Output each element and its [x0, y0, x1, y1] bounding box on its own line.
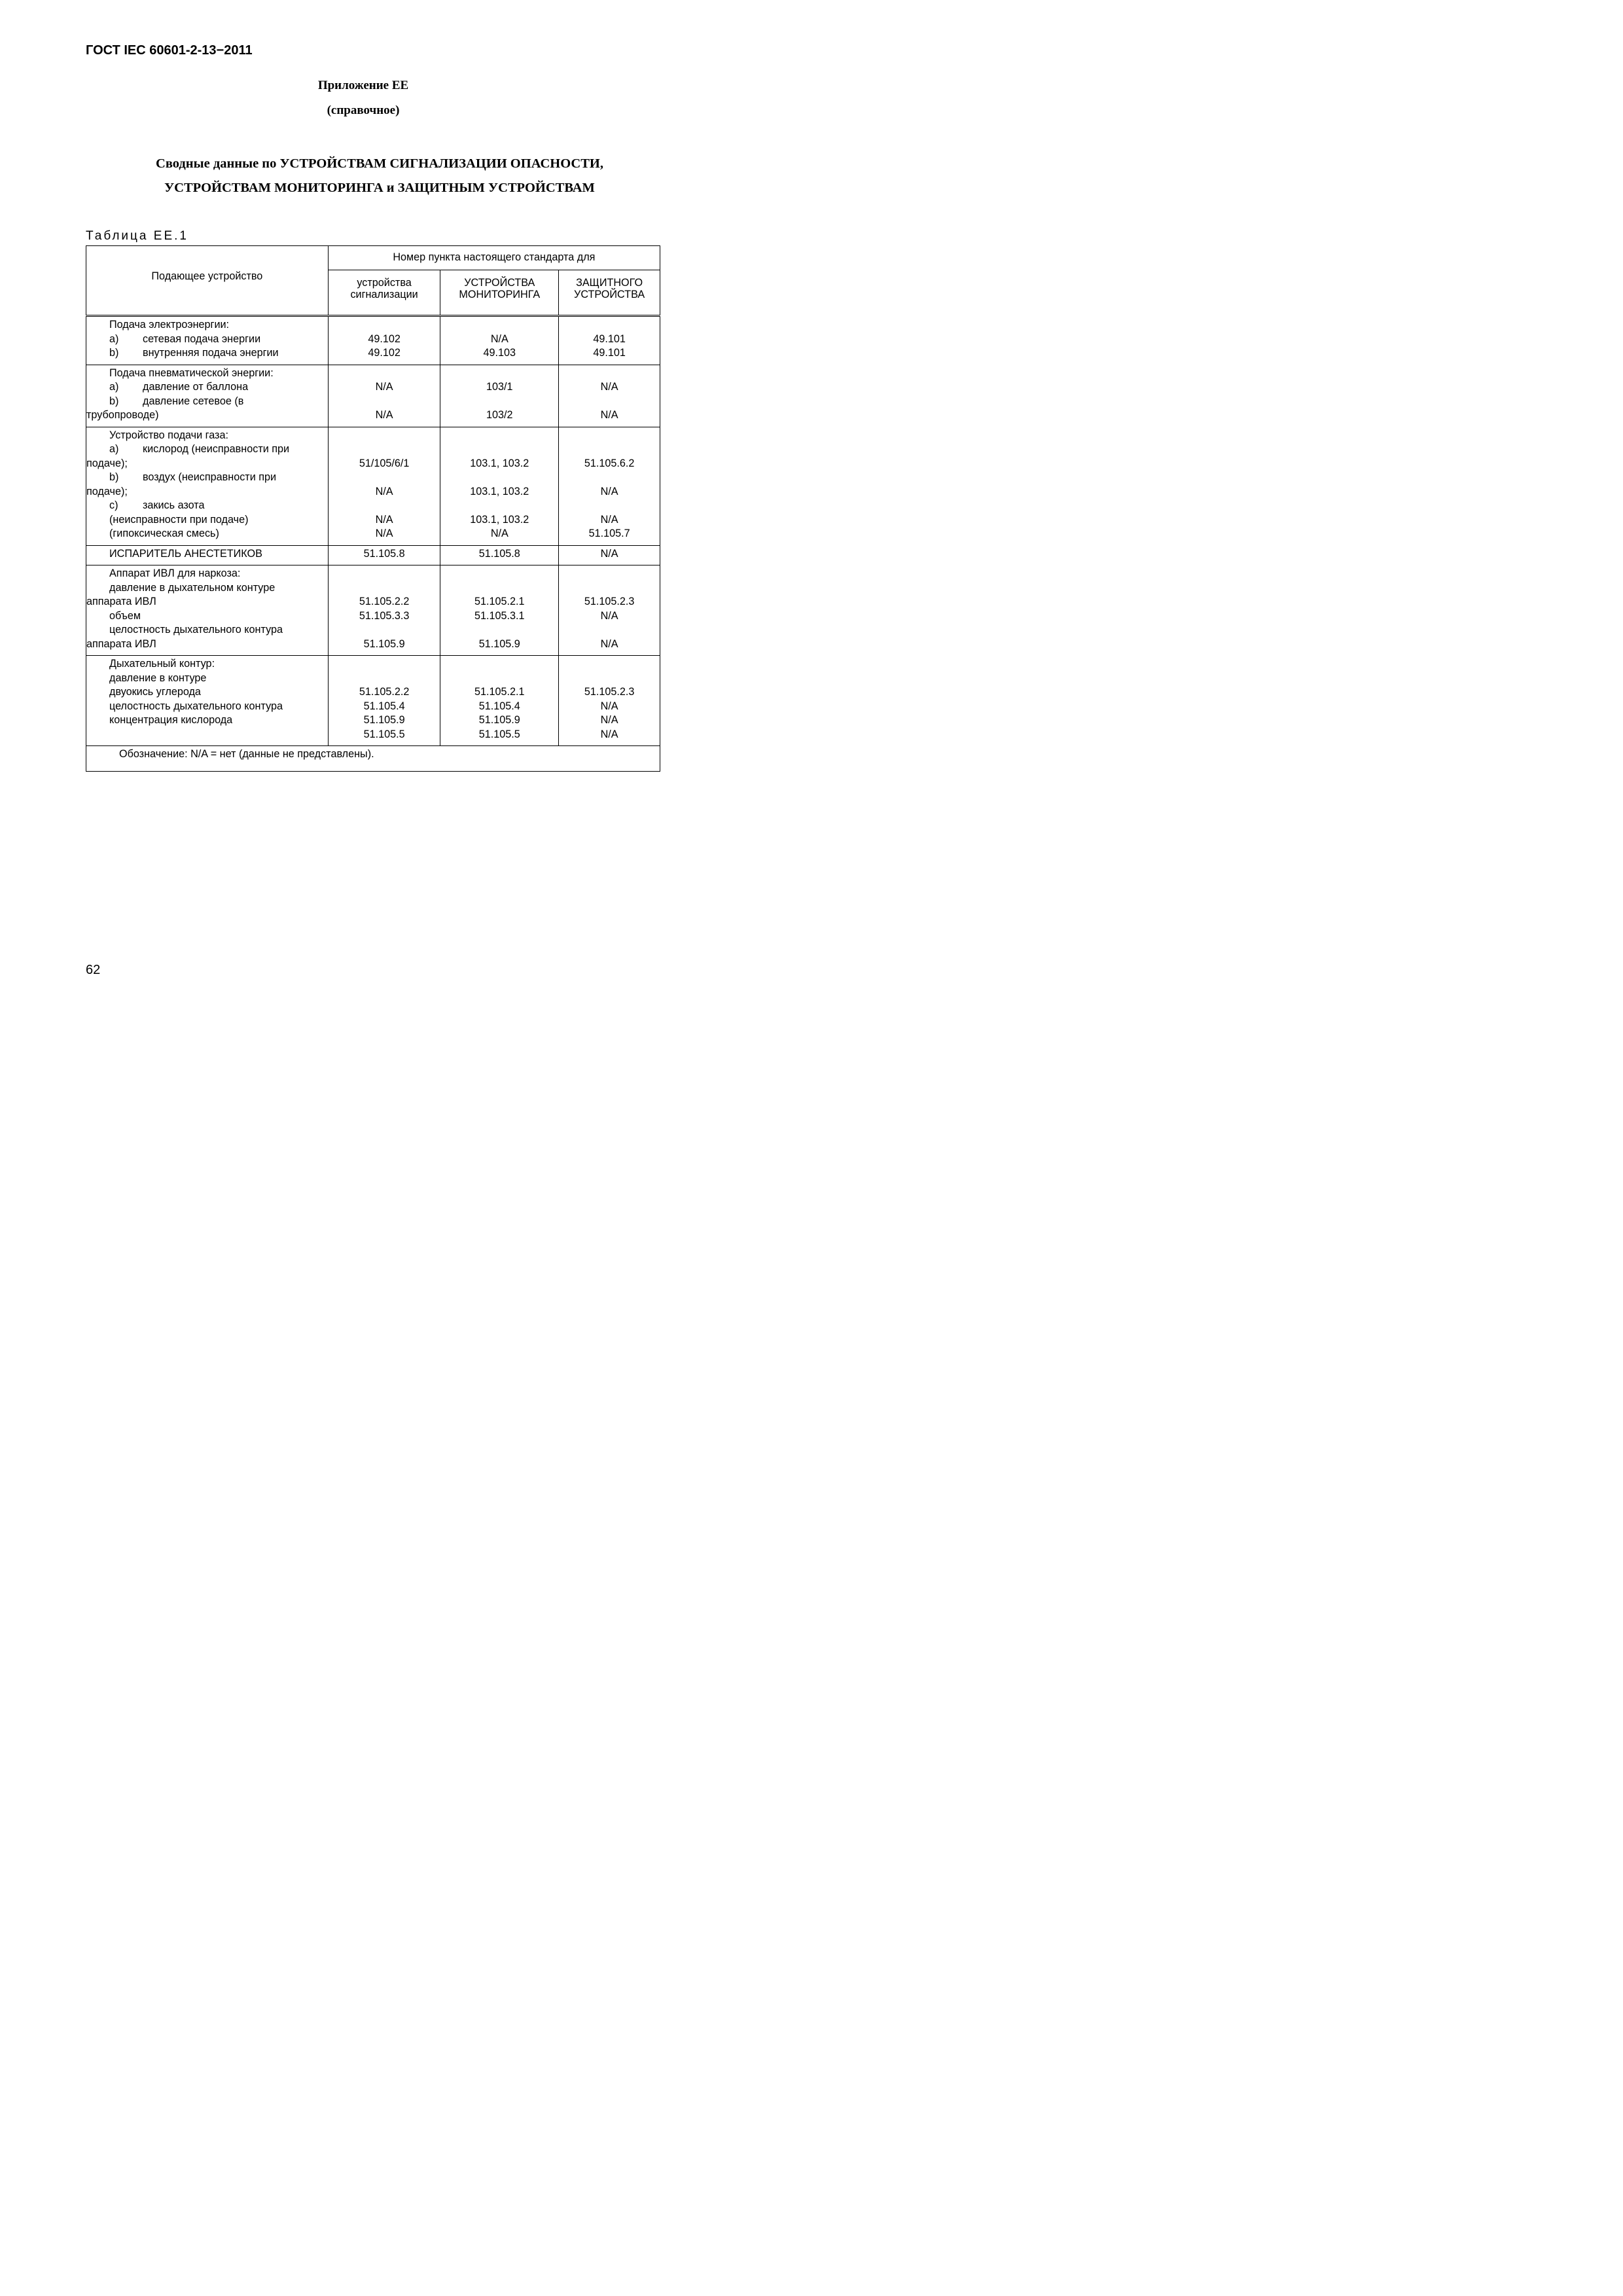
row-device-cell [86, 565, 329, 656]
clause-value [559, 367, 660, 381]
protective-clause-cell [559, 565, 660, 656]
row-item-line [86, 700, 328, 714]
clause-value: N/A [375, 485, 393, 497]
row-item-text: концентрация кислорода [109, 714, 233, 726]
header-alarm-line-1: устройства [357, 277, 412, 289]
table-row [86, 427, 660, 545]
clause-value: 49.101 [593, 347, 626, 359]
clause-value [559, 318, 660, 332]
row-item-text: (гипоксическая смесь) [109, 528, 219, 539]
clause-value: 51.105.9 [478, 637, 520, 650]
list-marker: a) [109, 332, 119, 345]
clause-value: N/A [600, 728, 618, 740]
clause-value [329, 499, 440, 513]
clause-value [559, 471, 660, 485]
header-alarm-devices [328, 270, 440, 316]
clause-value: 51.105.9 [363, 637, 405, 650]
clause-value: 49.102 [368, 332, 401, 345]
clause-value: N/A [600, 700, 618, 712]
row-item-text: Дыхательный контур: [109, 658, 215, 670]
row-item-text: закись азота [143, 499, 205, 511]
clause-value [559, 657, 660, 672]
clause-value: 51.105.7 [588, 528, 630, 539]
section-heading [72, 152, 687, 200]
clause-value [559, 581, 660, 596]
clause-value [329, 442, 440, 457]
clause-value: 51.105.4 [478, 700, 520, 712]
page-number: 62 [86, 963, 101, 977]
clause-value: 103.1, 103.2 [470, 457, 529, 469]
row-item-line [86, 513, 328, 528]
row-item-text: Подача электроэнергии: [109, 319, 230, 331]
table-row [86, 316, 660, 365]
list-marker: b) [109, 471, 119, 483]
row-item-text: сетевая подача энергии [143, 332, 261, 345]
table-row [86, 656, 660, 746]
table-row [86, 565, 660, 656]
clause-value: 103/2 [486, 409, 513, 421]
clause-value: N/A [600, 409, 618, 421]
clause-value: 51.105.4 [363, 700, 405, 712]
header-protective-line-2: УСТРОЙСТВА [574, 289, 645, 300]
clause-value: 51.105.2.2 [359, 596, 410, 607]
alarm-clause-cell [328, 365, 440, 427]
row-item-line [86, 567, 328, 581]
section-heading-line-2: УСТРОЙСТВАМ МОНИТОРИНГА и ЗАЩИТНЫМ УСТРОЙСТВАМ [164, 181, 595, 195]
table-note-row [86, 746, 660, 772]
clause-value [440, 623, 558, 637]
row-item-line [86, 637, 328, 652]
clause-value [329, 318, 440, 332]
row-item-line [86, 527, 328, 541]
clause-value: 51/105/6/1 [359, 457, 410, 469]
row-item-line [86, 395, 328, 409]
monitoring-clause-cell [440, 365, 559, 427]
row-item-line [86, 581, 328, 596]
row-item-line [86, 457, 328, 471]
clause-value [440, 318, 558, 332]
clause-value [440, 367, 558, 381]
alarm-clause-cell [328, 427, 440, 545]
row-item-line [86, 332, 328, 347]
header-monitoring-devices [440, 270, 559, 316]
document-code: ГОСТ IEC 60601-2-13−2011 [86, 43, 253, 58]
clause-value [329, 429, 440, 443]
table-label: Таблица ЕЕ.1 [86, 229, 188, 243]
clause-value: 51.105.9 [363, 714, 405, 726]
header-protective-devices [559, 270, 660, 316]
list-marker: c) [109, 499, 118, 511]
table-row [86, 545, 660, 565]
row-item-text: Подача пневматической энергии: [109, 367, 274, 379]
row-item-text: целостность дыхательного контура [109, 624, 283, 636]
monitoring-clause-cell [440, 545, 559, 565]
row-device-cell [86, 316, 329, 365]
clause-value: N/A [600, 381, 618, 393]
clause-value [440, 471, 558, 485]
clause-value [559, 395, 660, 409]
alarm-clause-cell [328, 316, 440, 365]
clause-value [329, 623, 440, 637]
annex-type: (справочное) [327, 103, 400, 117]
clause-value [329, 395, 440, 409]
row-item-line [86, 429, 328, 443]
row-item-text: кислород (неисправности при [143, 443, 290, 455]
row-item-text: давление от баллона [143, 381, 249, 393]
clause-value [440, 567, 558, 581]
clause-value: 51.105.2.3 [584, 686, 635, 698]
clause-value: N/A [375, 528, 393, 539]
clause-value [329, 567, 440, 581]
row-item-text: давление сетевое (в [143, 395, 244, 407]
clause-value: 103.1, 103.2 [470, 485, 529, 497]
header-monitoring-line-2: МОНИТОРИНГА [459, 289, 541, 300]
header-alarm-line-2: сигнализации [350, 289, 418, 300]
row-item-line [86, 318, 328, 332]
clause-value: 51.105.6.2 [584, 457, 635, 469]
row-item-text: ИСПАРИТЕЛЬ АНЕСТЕТИКОВ [109, 547, 262, 560]
clause-value: 51.105.8 [363, 547, 405, 560]
row-item-text: двуокись углерода [109, 686, 201, 698]
alarm-clause-cell [328, 656, 440, 746]
clause-value: N/A [490, 332, 508, 345]
clause-value: N/A [600, 714, 618, 726]
row-item-line [86, 485, 328, 499]
monitoring-clause-cell [440, 565, 559, 656]
clause-value [440, 442, 558, 457]
clause-value: 51.105.5 [363, 728, 405, 740]
monitoring-clause-cell [440, 656, 559, 746]
monitoring-clause-cell [440, 427, 559, 545]
header-device: Подающее устройство [86, 246, 329, 316]
header-protective-line-1: ЗАЩИТНОГО [576, 277, 643, 289]
clause-value: N/A [600, 609, 618, 622]
row-device-cell [86, 656, 329, 746]
clause-value: 49.101 [593, 332, 626, 345]
list-marker: a) [109, 381, 119, 393]
row-item-text: аппарата ИВЛ [86, 596, 156, 607]
row-item-line [86, 442, 328, 457]
row-device-cell [86, 427, 329, 545]
protective-clause-cell [559, 427, 660, 545]
row-item-line [86, 623, 328, 637]
clause-value: 103.1, 103.2 [470, 513, 529, 526]
monitoring-clause-cell [440, 316, 559, 365]
list-marker: b) [109, 347, 119, 359]
row-item-line [86, 499, 328, 513]
clause-value [329, 367, 440, 381]
row-device-cell [86, 545, 329, 565]
clause-value: 51.105.2.1 [474, 686, 525, 698]
header-monitoring-line-1: УСТРОЙСТВА [464, 277, 535, 289]
row-item-text: Устройство подачи газа: [109, 429, 228, 441]
clause-value: N/A [375, 513, 393, 526]
clause-value [559, 429, 660, 443]
clause-value [559, 442, 660, 457]
protective-clause-cell [559, 316, 660, 365]
clause-value [329, 581, 440, 596]
clause-value: 51.105.2.3 [584, 596, 635, 607]
row-item-line [86, 367, 328, 381]
clause-value [329, 672, 440, 686]
clause-value: N/A [375, 381, 393, 393]
row-item-text: внутренняя подача энергии [143, 347, 279, 359]
row-item-text: целостность дыхательного контура [109, 700, 283, 712]
annex-title: Приложение ЕЕ [317, 79, 409, 92]
alarm-clause-cell [328, 565, 440, 656]
row-item-text: давление в дыхательном контуре [109, 581, 276, 594]
row-item-line [86, 685, 328, 700]
clause-value: 51.105.8 [478, 547, 520, 560]
clause-value [440, 429, 558, 443]
clause-value: 51.105.3.3 [359, 609, 410, 622]
clause-value [559, 672, 660, 686]
clause-value [559, 623, 660, 637]
table-row [86, 365, 660, 427]
row-item-text: аппарата ИВЛ [86, 637, 156, 650]
clause-value: N/A [375, 409, 393, 421]
row-item-line [86, 713, 328, 728]
row-item-text: (неисправности при подаче) [109, 513, 249, 526]
alarm-clause-cell [328, 545, 440, 565]
protective-clause-cell [559, 365, 660, 427]
clause-value: N/A [600, 547, 618, 560]
clause-value: 51.105.2.1 [474, 596, 525, 607]
clause-value [559, 499, 660, 513]
row-item-line [86, 547, 328, 562]
row-item-text: объем [109, 609, 141, 622]
clause-value [440, 672, 558, 686]
clause-value: 51.105.3.1 [474, 609, 525, 622]
row-item-line [86, 471, 328, 485]
row-item-text: подаче); [86, 485, 128, 497]
row-item-text: подаче); [86, 457, 128, 469]
clause-value: 51.105.9 [478, 714, 520, 726]
row-item-line [86, 346, 328, 361]
summary-table [86, 245, 660, 772]
row-item-text: давление в контуре [109, 672, 207, 684]
clause-value: N/A [600, 513, 618, 526]
row-item-line [86, 657, 328, 672]
clause-value: 103/1 [486, 381, 513, 393]
row-item-line [86, 595, 328, 609]
header-standard-clause: Номер пункта настоящего стандарта для [328, 246, 660, 270]
protective-clause-cell [559, 656, 660, 746]
clause-value [559, 567, 660, 581]
row-item-line [86, 380, 328, 395]
clause-value: 49.102 [368, 347, 401, 359]
clause-value [440, 499, 558, 513]
row-item-text: трубопроводе) [86, 409, 159, 421]
clause-value [329, 657, 440, 672]
clause-value: N/A [490, 528, 508, 539]
protective-clause-cell [559, 545, 660, 565]
row-item-line [86, 609, 328, 624]
table-note: Обозначение: N/A = нет (данные не представлены). [86, 746, 660, 772]
clause-value: N/A [600, 485, 618, 497]
clause-value: 51.105.5 [478, 728, 520, 740]
row-item-text: воздух (неисправности при [143, 471, 277, 483]
row-item-text: Аппарат ИВЛ для наркоза: [109, 567, 241, 579]
clause-value: N/A [600, 637, 618, 650]
row-item-line [86, 728, 328, 742]
clause-value [440, 395, 558, 409]
table-header-row [86, 246, 660, 270]
list-marker: a) [109, 443, 119, 455]
clause-value: 49.103 [483, 347, 516, 359]
section-heading-line-1: Сводные данные по УСТРОЙСТВАМ СИГНАЛИЗАЦИИ ОПАСНОСТИ, [156, 156, 603, 171]
clause-value: 51.105.2.2 [359, 686, 410, 698]
clause-value [440, 581, 558, 596]
list-marker: b) [109, 395, 119, 407]
row-item-line [86, 408, 328, 423]
clause-value [440, 657, 558, 672]
row-device-cell [86, 365, 329, 427]
row-item-line [86, 672, 328, 686]
clause-value [329, 471, 440, 485]
